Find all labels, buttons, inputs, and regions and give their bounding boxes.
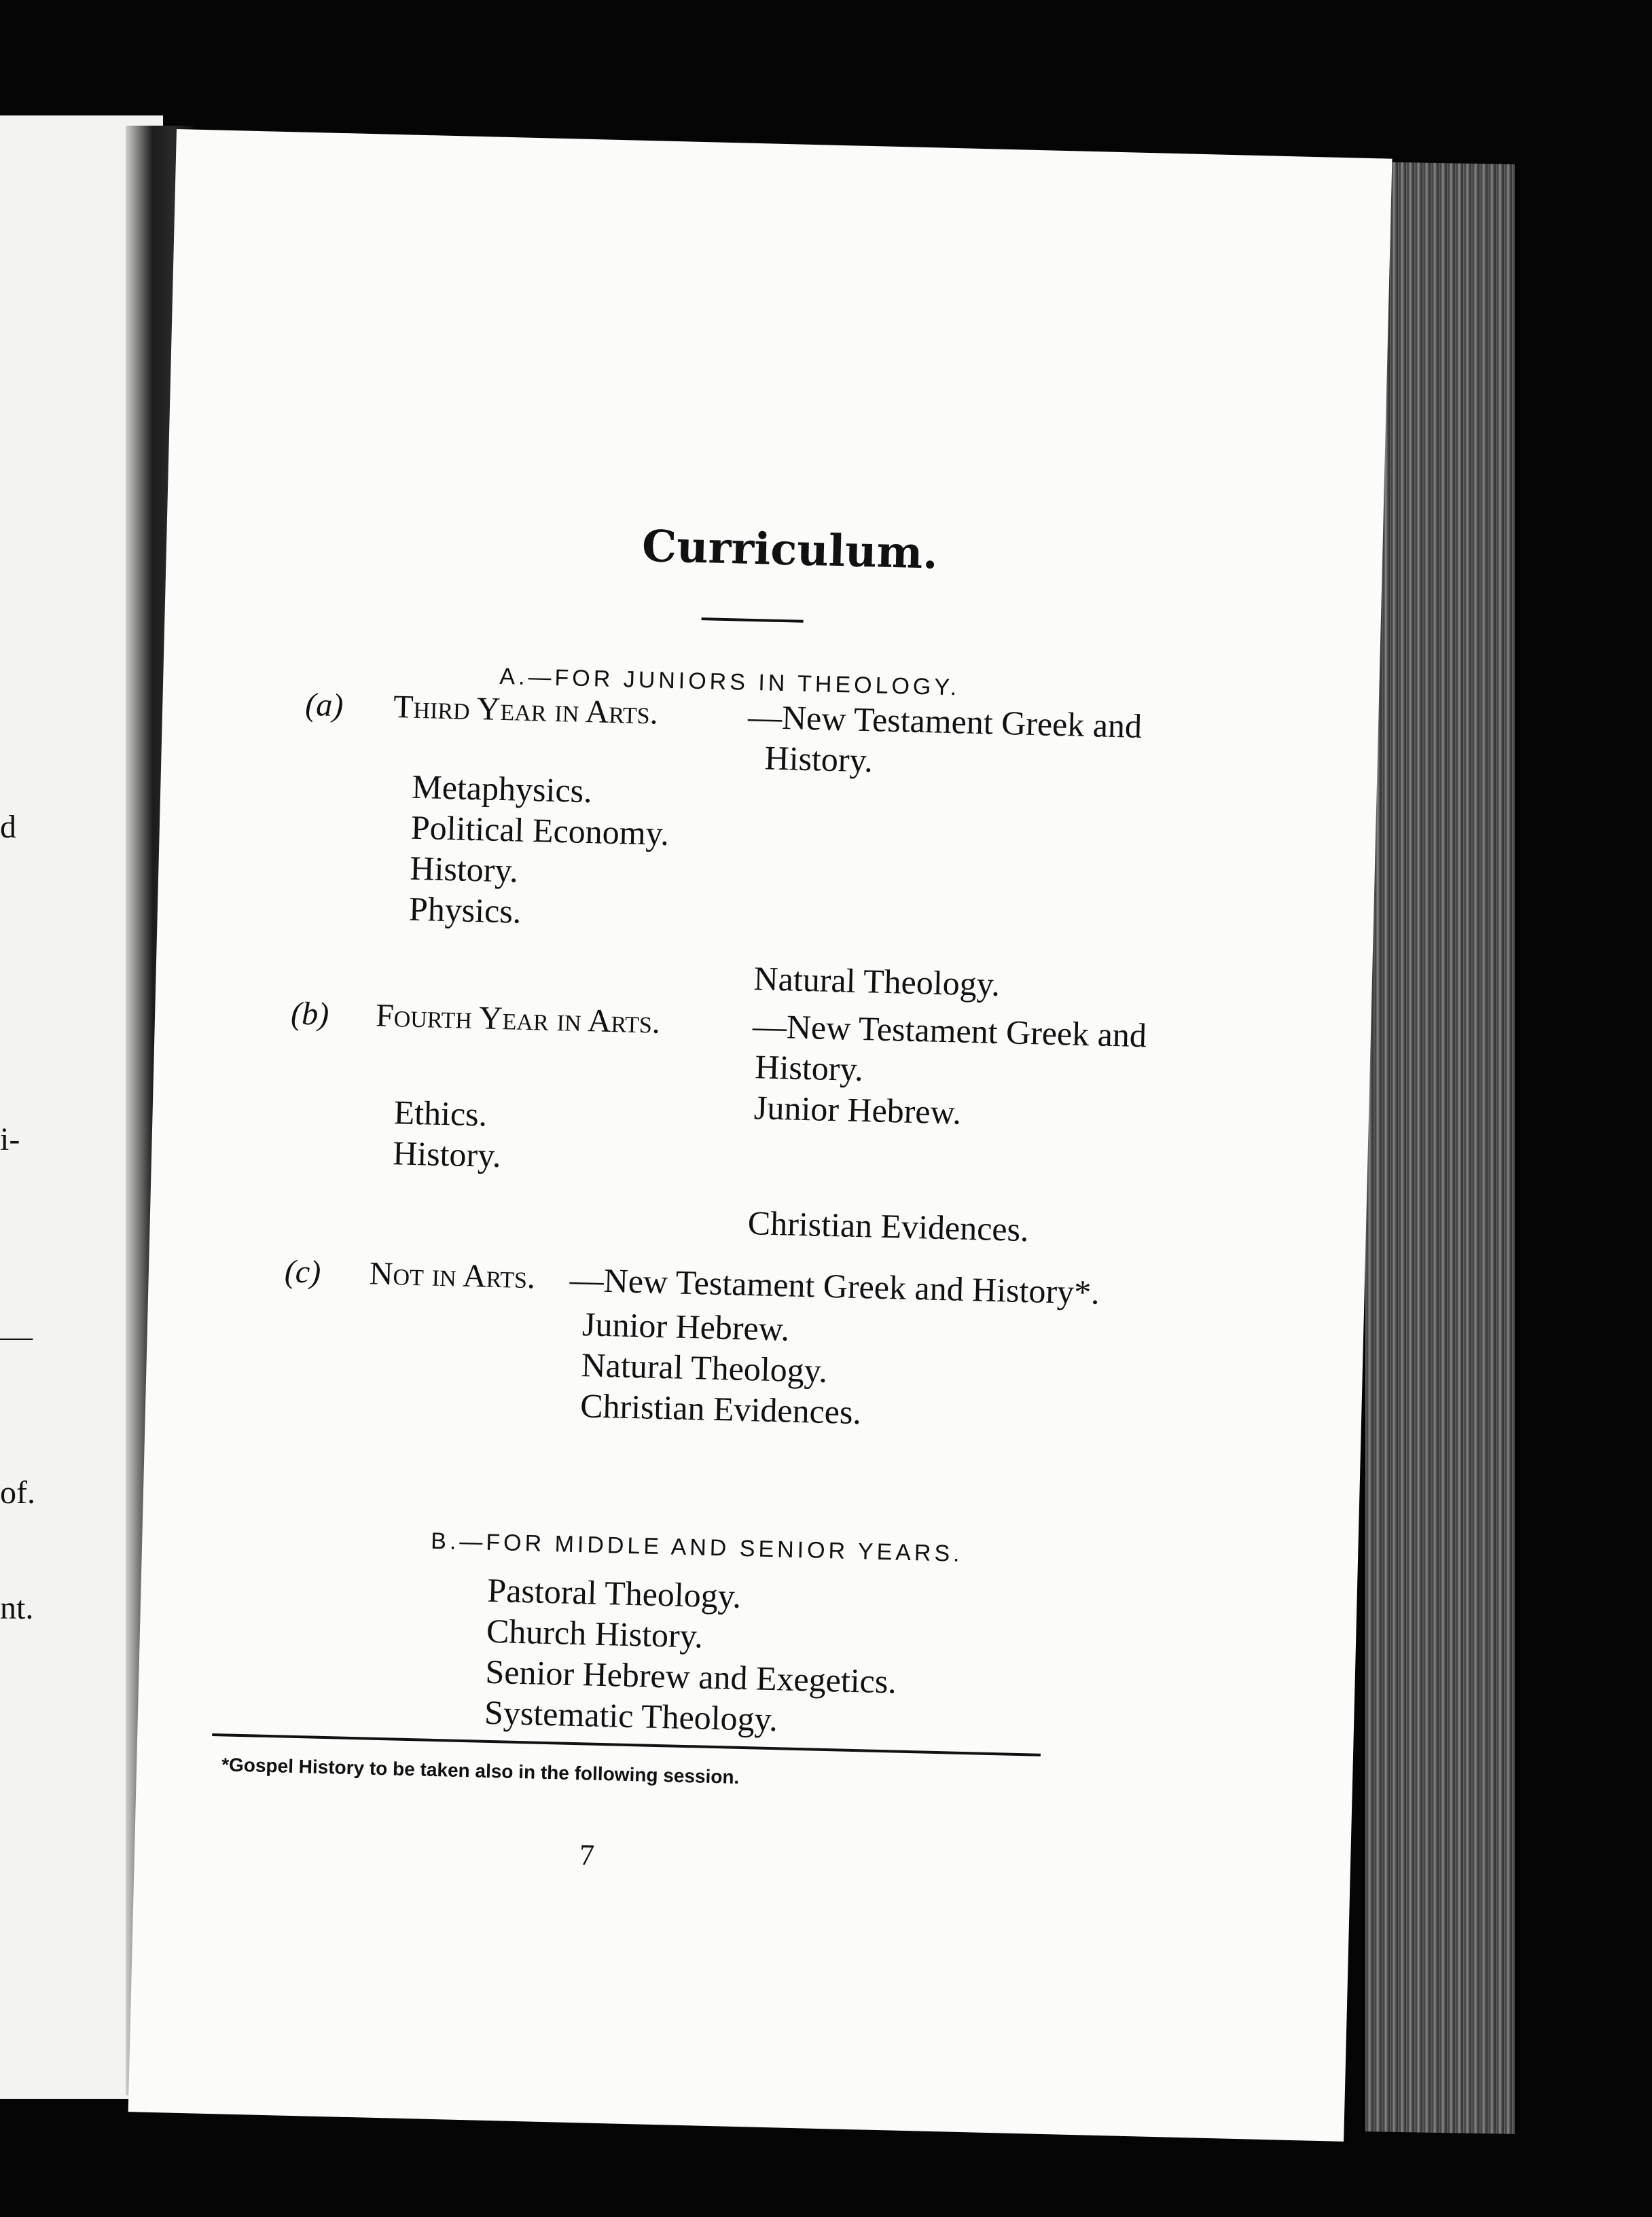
entry-c-marker: (c) bbox=[284, 1253, 321, 1291]
footnote-divider bbox=[212, 1733, 1041, 1756]
entry-a-course: —New Testament Greek and bbox=[747, 697, 1143, 745]
title-divider bbox=[702, 617, 804, 623]
right-page bbox=[128, 129, 1393, 2142]
footnote: *Gospel History to be taken also in the following session. bbox=[221, 1754, 740, 1788]
entry-a-course: Natural Theology. bbox=[753, 959, 1001, 1003]
entry-b-course-cont: History. bbox=[754, 1047, 864, 1089]
entry-b-course: Junior Hebrew. bbox=[753, 1088, 962, 1132]
entry-a-course-cont: History. bbox=[764, 738, 874, 780]
section-b-heading: B.—FOR MIDDLE AND SENIOR YEARS. bbox=[430, 1528, 964, 1567]
entry-c-course: Natural Theology. bbox=[581, 1346, 828, 1390]
entry-a-marker: (a) bbox=[304, 686, 344, 724]
entry-b-course: —New Testament Greek and bbox=[752, 1007, 1147, 1055]
entry-b-label: Fourth Year in Arts. bbox=[375, 997, 661, 1041]
section-b-course: Church History. bbox=[486, 1611, 704, 1655]
left-page-fragment: — bbox=[0, 1318, 33, 1354]
left-page-fragment: of. bbox=[0, 1475, 35, 1511]
section-b-course: Senior Hebrew and Exegetics. bbox=[484, 1652, 897, 1701]
entry-b-marker: (b) bbox=[290, 995, 329, 1032]
entry-a-subject: Physics. bbox=[408, 889, 522, 931]
page-title: Curriculum. bbox=[641, 520, 939, 579]
page-edges bbox=[1365, 162, 1515, 2134]
entry-b-subject: History. bbox=[392, 1134, 502, 1175]
entry-c-course: Christian Evidences. bbox=[579, 1386, 862, 1432]
entry-b-course: Christian Evidences. bbox=[747, 1204, 1030, 1249]
section-b-course: Systematic Theology. bbox=[484, 1693, 778, 1739]
entry-c-label: Not in Arts. bbox=[369, 1255, 536, 1296]
left-page-fragment: nt. bbox=[0, 1590, 34, 1626]
entry-a-subject: Metaphysics. bbox=[411, 767, 593, 810]
entry-c-course: Junior Hebrew. bbox=[581, 1305, 790, 1348]
page-number: 7 bbox=[579, 1838, 595, 1872]
left-page-fragment: i- bbox=[0, 1121, 20, 1157]
entry-c-course: —New Testament Greek and History*. bbox=[569, 1260, 1100, 1312]
entry-a-subject: History. bbox=[409, 848, 519, 890]
section-b-course: Pastoral Theology. bbox=[486, 1570, 742, 1615]
entry-a-subject: Political Economy. bbox=[410, 808, 670, 853]
entry-a-label: Third Year in Arts. bbox=[393, 689, 659, 732]
entry-b-subject: Ethics. bbox=[393, 1093, 488, 1134]
left-page-fragment: d bbox=[0, 809, 16, 845]
section-a-heading: A.—FOR JUNIORS IN THEOLOGY. bbox=[499, 663, 960, 701]
